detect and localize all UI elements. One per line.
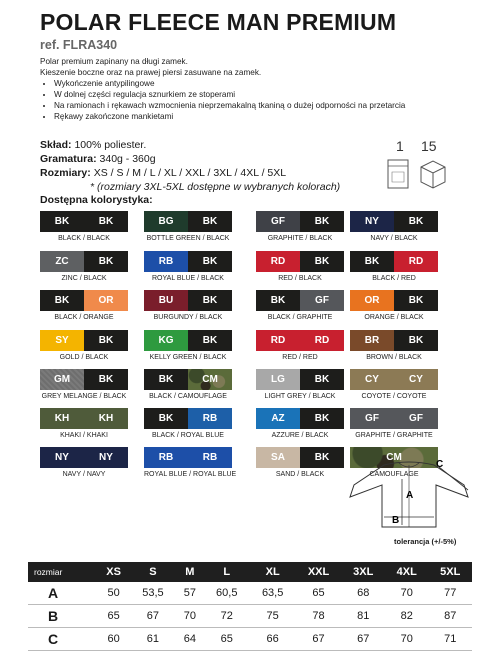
weight-label: Gramatura:: [40, 153, 97, 165]
color-swatch: [40, 447, 128, 478]
feature-item: • Na ramionach i rękawach wzmocnienia nieprzemakalną tkaniną o dużej odporności na przetarcia: [54, 100, 405, 111]
swatch-boxes: [40, 251, 128, 272]
size-header-cell: M: [176, 562, 204, 582]
color-code-box: KH: [40, 408, 84, 429]
color-swatch: [144, 211, 232, 242]
product-description: [40, 56, 405, 122]
swatch-boxes: [144, 290, 232, 311]
size-header-cell: XL: [250, 562, 296, 582]
feature-item: • Wykończenie antypilingowe: [54, 78, 405, 89]
color-code-box: BK: [188, 211, 232, 232]
color-code-box: LG: [256, 369, 300, 390]
color-code-box: RB: [188, 447, 232, 468]
color-swatch: [144, 369, 232, 400]
swatch-boxes: [144, 251, 232, 272]
color-code-box: BK: [84, 369, 128, 390]
color-code-box: OR: [84, 290, 128, 311]
size-header-cell: 4XL: [385, 562, 428, 582]
size-value-cell: 72: [204, 605, 250, 628]
swatch-boxes: [350, 408, 438, 429]
swatch-boxes: [40, 290, 128, 311]
diagram-label-a: A: [406, 490, 414, 501]
swatch-label: BLACK / BLACK: [58, 235, 110, 242]
swatch-label: AZZURE / BLACK: [271, 432, 329, 439]
sizes-note: * (rozmiary 3XL-5XL dostępne w wybranych kolorach): [90, 181, 341, 193]
color-swatch: [256, 447, 344, 478]
color-swatch: [144, 251, 232, 282]
size-value-cell: 61: [130, 628, 176, 651]
color-code-box: BK: [300, 251, 344, 272]
color-code-box: CY: [394, 369, 438, 390]
carton-box-icon: [418, 158, 448, 190]
size-header-cell: 3XL: [341, 562, 384, 582]
size-value-cell: 81: [341, 605, 384, 628]
color-code-box: RB: [188, 408, 232, 429]
size-value-cell: 68: [341, 582, 384, 605]
swatch-boxes: [256, 290, 344, 311]
color-code-box: RD: [256, 330, 300, 351]
swatch-boxes: [144, 408, 232, 429]
color-code-box: GF: [256, 211, 300, 232]
color-code-box: BK: [188, 251, 232, 272]
color-code-box: BK: [188, 330, 232, 351]
swatch-label: BLACK / ORANGE: [54, 314, 114, 321]
size-header-cell: rozmiar: [28, 562, 97, 582]
swatch-label: ROYAL BLUE / ROYAL BLUE: [144, 471, 237, 478]
color-code-box: BK: [394, 211, 438, 232]
swatch-boxes: [40, 211, 128, 232]
swatch-label: NAVY / NAVY: [62, 471, 106, 478]
size-value-cell: 78: [296, 605, 342, 628]
size-value-cell: 75: [250, 605, 296, 628]
color-code-box: NY: [350, 211, 394, 232]
swatch-label: BROWN / BLACK: [366, 354, 422, 361]
swatch-boxes: [256, 251, 344, 272]
color-code-box: BK: [394, 330, 438, 351]
feature-item: • Rękawy zakończone mankietami: [54, 111, 405, 122]
color-code-box: NY: [40, 447, 84, 468]
size-table-row: [28, 628, 472, 651]
color-swatch: [144, 330, 232, 361]
color-code-box: BK: [40, 211, 84, 232]
swatch-label: RED / RED: [282, 354, 318, 361]
size-table-row: [28, 605, 472, 628]
color-code-box: BK: [188, 290, 232, 311]
tolerance-note: tolerancja (+/-5%): [394, 537, 457, 546]
color-swatch: [40, 290, 128, 321]
color-swatch: [350, 330, 438, 361]
color-code-box: AZ: [256, 408, 300, 429]
color-code-box: CM: [188, 369, 232, 390]
color-code-box: SY: [40, 330, 84, 351]
color-code-box: OR: [350, 290, 394, 311]
size-table: [28, 562, 472, 651]
swatch-boxes: [256, 447, 344, 468]
swatch-label: KHAKI / KHAKI: [60, 432, 108, 439]
swatch-boxes: [144, 211, 232, 232]
size-value-cell: 67: [130, 605, 176, 628]
color-code-box: BG: [144, 211, 188, 232]
swatch-label: GOLD / BLACK: [59, 354, 109, 361]
product-title: POLAR FLEECE MAN PREMIUM: [40, 9, 397, 35]
color-code-box: RD: [394, 251, 438, 272]
color-swatch: [40, 211, 128, 242]
size-header-cell: XS: [97, 562, 130, 582]
swatch-label: GREY MELANGE / BLACK: [41, 393, 127, 400]
swatch-label: GRAPHITE / GRAPHITE: [355, 432, 433, 439]
size-row-label: C: [28, 628, 97, 651]
description-line: Polar premium zapinany na długi zamek.: [40, 57, 188, 66]
swatch-boxes: [40, 408, 128, 429]
sizes-label: Rozmiary:: [40, 167, 91, 179]
color-swatch: [40, 369, 128, 400]
size-value-cell: 70: [385, 628, 428, 651]
color-code-box: GF: [394, 408, 438, 429]
size-value-cell: 67: [341, 628, 384, 651]
color-swatch: [256, 251, 344, 282]
size-value-cell: 87: [428, 605, 472, 628]
color-swatch: [256, 408, 344, 439]
size-value-cell: 60,5: [204, 582, 250, 605]
weight-value: 340g - 360g: [99, 153, 156, 165]
swatch-boxes: [350, 330, 438, 351]
color-code-box: BK: [84, 330, 128, 351]
color-code-box: ZC: [40, 251, 84, 272]
size-header-cell: L: [204, 562, 250, 582]
color-code-box: BK: [300, 369, 344, 390]
color-code-box: CY: [350, 369, 394, 390]
size-value-cell: 64: [176, 628, 204, 651]
size-row-label: A: [28, 582, 97, 605]
swatch-label: BLACK / ROYAL BLUE: [152, 432, 224, 439]
size-value-cell: 66: [250, 628, 296, 651]
swatch-boxes: [350, 290, 438, 311]
swatch-label: BLACK / CAMOUFLAGE: [149, 393, 227, 400]
swatch-label: ROYAL BLUE / BLACK: [152, 275, 224, 282]
color-swatch: [144, 408, 232, 439]
swatch-label: CAMOUFLAGE: [369, 471, 419, 478]
color-code-box: CM: [350, 447, 438, 468]
color-swatch: [256, 290, 344, 321]
size-value-cell: 71: [428, 628, 472, 651]
diagram-label-b: B: [392, 515, 400, 526]
swatch-label: LIGHT GREY / BLACK: [264, 393, 336, 400]
sizes-value: XS / S / M / L / XL / XXL / 3XL / 4XL / 5XL: [93, 167, 287, 179]
color-swatch: [40, 408, 128, 439]
feature-list: [40, 78, 405, 122]
color-code-box: RD: [256, 251, 300, 272]
color-code-box: KG: [144, 330, 188, 351]
bag-icon: [386, 158, 410, 190]
color-code-box: BK: [300, 447, 344, 468]
color-swatch: [256, 369, 344, 400]
swatch-boxes: [256, 211, 344, 232]
size-value-cell: 82: [385, 605, 428, 628]
size-value-cell: 65: [97, 605, 130, 628]
color-code-box: BK: [144, 369, 188, 390]
color-code-box: BK: [256, 290, 300, 311]
color-code-box: RB: [144, 251, 188, 272]
color-code-box: BK: [394, 290, 438, 311]
size-value-cell: 70: [385, 582, 428, 605]
color-code-box: NY: [84, 447, 128, 468]
swatch-label: GRAPHITE / BLACK: [267, 235, 333, 242]
size-value-cell: 50: [97, 582, 130, 605]
color-code-box: SA: [256, 447, 300, 468]
color-swatch: [144, 290, 232, 321]
swatch-label: NAVY / BLACK: [370, 235, 418, 242]
size-value-cell: 60: [97, 628, 130, 651]
color-swatch: [144, 447, 237, 478]
swatch-boxes: [350, 251, 438, 272]
size-value-cell: 53,5: [130, 582, 176, 605]
color-code-box: BR: [350, 330, 394, 351]
size-header-cell: 5XL: [428, 562, 472, 582]
swatch-boxes: [40, 330, 128, 351]
color-swatch: [40, 251, 128, 282]
color-code-box: BK: [144, 408, 188, 429]
color-code-box: BK: [350, 251, 394, 272]
size-value-cell: 70: [176, 605, 204, 628]
color-swatch: [350, 290, 438, 321]
swatch-boxes: [144, 447, 232, 468]
composition-value: 100% poliester.: [74, 139, 147, 151]
composition-label: Skład:: [40, 139, 72, 151]
color-swatch: [256, 330, 344, 361]
color-code-box: BU: [144, 290, 188, 311]
size-header-cell: S: [130, 562, 176, 582]
swatch-label: ORANGE / BLACK: [364, 314, 424, 321]
swatch-label: BLACK / GRAPHITE: [267, 314, 333, 321]
swatch-label: SAND / BLACK: [275, 471, 325, 478]
color-code-box: GF: [350, 408, 394, 429]
color-code-box: BK: [84, 211, 128, 232]
color-code-box: BK: [84, 251, 128, 272]
color-code-box: KH: [84, 408, 128, 429]
size-table-header: [28, 562, 472, 582]
size-header-cell: XXL: [296, 562, 342, 582]
description-line: Kieszenie boczne oraz na prawej piersi zasuwane na zamek.: [40, 68, 262, 77]
swatch-boxes: [40, 369, 128, 390]
color-swatch: [350, 408, 438, 439]
color-swatch: [256, 211, 344, 242]
swatch-boxes: [144, 330, 232, 351]
size-table-row: [28, 582, 472, 605]
swatch-label: ZINC / BLACK: [61, 275, 107, 282]
swatch-label: COYOTE / COYOTE: [361, 393, 427, 400]
swatch-boxes: [256, 369, 344, 390]
size-row-label: B: [28, 605, 97, 628]
size-value-cell: 65: [296, 582, 342, 605]
product-ref: ref. FLRA340: [40, 38, 118, 52]
size-value-cell: 67: [296, 628, 342, 651]
color-swatch: [350, 251, 438, 282]
specifications: [40, 138, 340, 194]
size-value-cell: 63,5: [250, 582, 296, 605]
swatch-boxes: [256, 330, 344, 351]
swatch-boxes: [350, 211, 438, 232]
color-code-box: BK: [300, 408, 344, 429]
color-code-box: RB: [144, 447, 188, 468]
swatch-boxes: [256, 408, 344, 429]
color-code-box: GM: [40, 369, 84, 390]
box-count: 15: [421, 138, 437, 154]
unit-count: 1: [396, 138, 404, 154]
swatch-label: BOTTLE GREEN / BLACK: [146, 235, 230, 242]
swatch-label: RED / BLACK: [278, 275, 322, 282]
size-value-cell: 65: [204, 628, 250, 651]
swatch-label: BLACK / RED: [372, 275, 416, 282]
color-code-box: RD: [300, 330, 344, 351]
size-value-cell: 57: [176, 582, 204, 605]
color-swatch: [350, 211, 438, 242]
swatch-boxes: [40, 447, 128, 468]
size-value-cell: 77: [428, 582, 472, 605]
feature-item: • W dolnej części regulacja sznurkiem ze stoperami: [54, 89, 405, 100]
diagram-label-c: C: [436, 459, 444, 470]
color-code-box: BK: [40, 290, 84, 311]
color-code-box: GF: [300, 290, 344, 311]
swatch-label: BURGUNDY / BLACK: [153, 314, 223, 321]
swatch-label: KELLY GREEN / BLACK: [149, 354, 227, 361]
color-swatch: [350, 369, 438, 400]
garment-measurement-diagram: [344, 455, 474, 535]
color-swatch: [40, 330, 128, 361]
swatch-boxes: [350, 369, 438, 390]
color-code-box: BK: [300, 211, 344, 232]
swatch-boxes: [144, 369, 232, 390]
colors-title: Dostępna kolorystyka:: [40, 194, 153, 206]
